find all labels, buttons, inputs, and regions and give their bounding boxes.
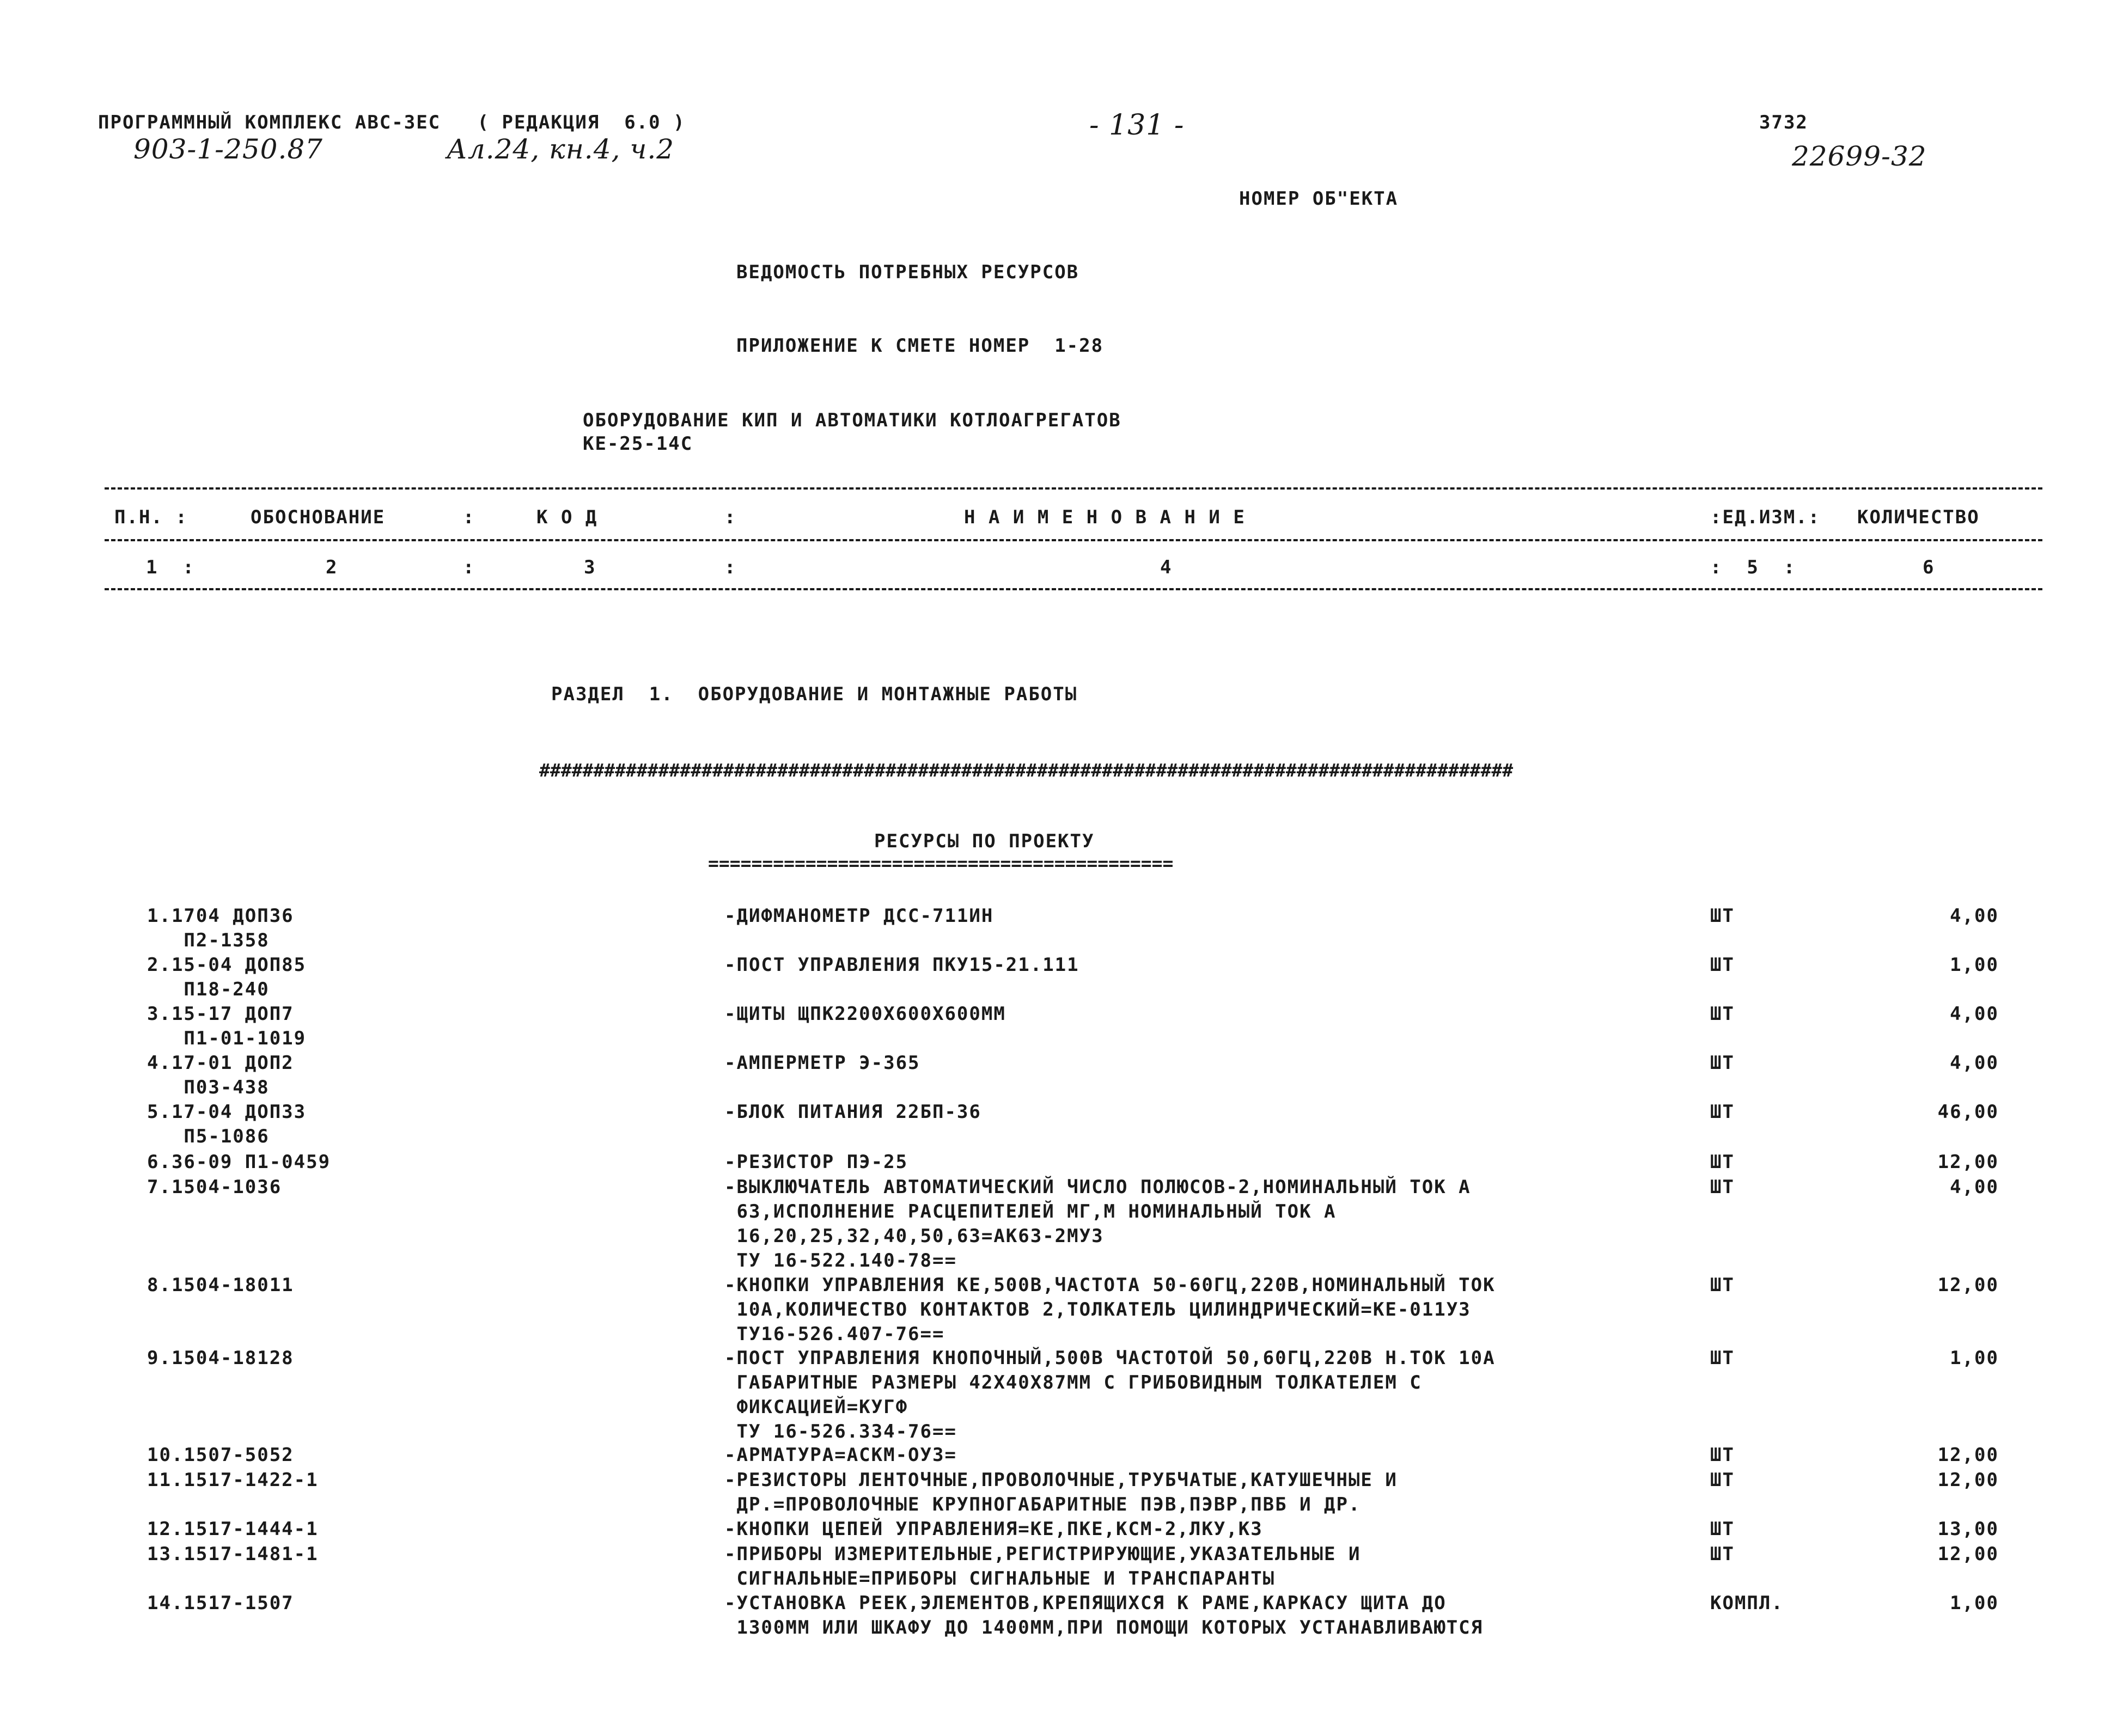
document-title: ВЕДОМОСТЬ ПОТРЕБНЫХ РЕСУРСОВ	[736, 261, 1079, 283]
row-unit: ШТ	[1710, 1347, 1735, 1369]
row-name-line: -АМПЕРМЕТР Э-365	[724, 1052, 920, 1074]
section-title: РАЗДЕЛ 1. ОБОРУДОВАНИЕ И МОНТАЖНЫЕ РАБОТЫ	[551, 683, 1078, 705]
row-name	[724, 1517, 1263, 1542]
resources-underline: ===========================================	[708, 853, 1174, 874]
row-unit: ШТ	[1710, 1469, 1735, 1491]
resources-subtitle: РЕСУРСЫ ПО ПРОЕКТУ	[874, 830, 1095, 852]
equipment-title: ОБОРУДОВАНИЕ КИП И АВТОМАТИКИ КОТЛОАГРЕГАТОВ	[583, 409, 1121, 431]
col-header-basis: ОБОСНОВАНИЕ	[251, 506, 386, 528]
row-quantity: 46,00	[1937, 1101, 1999, 1123]
row-name	[724, 1150, 908, 1175]
col-sep: :	[724, 506, 737, 528]
row-name-line: -КНОПКИ УПРАВЛЕНИЯ КЕ,500В,ЧАСТОТА 50-60ГЦ,220В,НОМИНАЛЬНЫЙ ТОК	[724, 1274, 1496, 1296]
col-sep: :	[724, 557, 737, 578]
row-name-line: СИГНАЛЬНЫЕ=ПРИБОРЫ СИГНАЛЬНЫЕ И ТРАНСПАРАНТЫ	[724, 1568, 1276, 1590]
row-basis	[147, 904, 294, 953]
row-quantity: 12,00	[1937, 1274, 1999, 1296]
col-sep: :	[463, 506, 475, 528]
row-unit: ШТ	[1710, 1101, 1735, 1123]
col-num-6: 6	[1923, 557, 1935, 578]
row-quantity: 1,00	[1950, 1592, 1999, 1614]
row-unit: ШТ	[1710, 1176, 1735, 1198]
row-basis	[147, 1175, 282, 1200]
row-unit: ШТ	[1710, 1518, 1735, 1540]
row-name-line: ТУ 16-522.140-78==	[724, 1250, 957, 1272]
row-name	[724, 1100, 981, 1124]
header-rule-bottom	[105, 588, 2042, 590]
col-header-qty: КОЛИЧЕСТВО	[1857, 506, 1980, 528]
row-name	[724, 1175, 1471, 1273]
row-name-line: -ПРИБОРЫ ИЗМЕРИТЕЛЬНЫЕ,РЕГИСТРИРУЮЩИЕ,УКАЗАТЕЛЬНЫЕ И	[724, 1543, 1361, 1565]
row-basis-line: 10.1507-5052	[147, 1444, 294, 1466]
code-top: 3732	[1759, 112, 1808, 133]
row-basis	[147, 1273, 294, 1298]
row-basis-line: П2-1358	[147, 930, 270, 951]
row-unit: ШТ	[1710, 1003, 1735, 1025]
row-basis	[147, 1100, 306, 1149]
col-header-code: К О Д	[536, 506, 598, 528]
row-basis-line: 12.1517-1444-1	[147, 1518, 319, 1540]
row-name	[724, 1002, 1006, 1026]
handwritten-album-ref: Ал.24, кн.4, ч.2	[447, 133, 675, 165]
row-name-line: -ВЫКЛЮЧАТЕЛЬ АВТОМАТИЧЕСКИЙ ЧИСЛО ПОЛЮСОВ-2,НОМИНАЛЬНЫЙ ТОК А	[724, 1176, 1471, 1198]
row-basis	[147, 1051, 294, 1100]
row-unit: ШТ	[1710, 1543, 1735, 1565]
row-basis	[147, 1542, 319, 1567]
row-quantity: 13,00	[1937, 1518, 1999, 1540]
row-name-line: -ПОСТ УПРАВЛЕНИЯ ПКУ15-21.111	[724, 954, 1079, 976]
page-number: - 131 -	[1089, 109, 1185, 142]
row-name-line: 63,ИСПОЛНЕНИЕ РАСЦЕПИТЕЛЕЙ МГ,М НОМИНАЛЬНЫЙ ТОК А	[724, 1201, 1337, 1222]
estimate-attachment: ПРИЛОЖЕНИЕ К СМЕТЕ НОМЕР 1-28	[736, 335, 1104, 357]
section-hash-rule: ##########################################################################################	[539, 760, 1514, 781]
row-unit: ШТ	[1710, 1274, 1735, 1296]
row-basis	[147, 1346, 294, 1371]
row-unit: ШТ	[1710, 1151, 1735, 1173]
row-name-line: ТУ 16-526.334-76==	[724, 1421, 957, 1442]
row-name-line: -БЛОК ПИТАНИЯ 22БП-36	[724, 1101, 981, 1123]
row-name-line: 16,20,25,32,40,50,63=АК63-2МУ3	[724, 1225, 1104, 1247]
row-name-line: -УСТАНОВКА РЕЕК,ЭЛЕМЕНТОВ,КРЕПЯЩИХСЯ К РАМЕ,КАРКАСУ ЩИТА ДО	[724, 1592, 1447, 1614]
row-name	[724, 953, 1079, 977]
row-basis-line: П03-438	[147, 1077, 270, 1098]
program-header: ПРОГРАММНЫЙ КОМПЛЕКС АВС-3ЕС ( РЕДАКЦИЯ 6.0 )	[98, 112, 686, 133]
col-num-4: 4	[1160, 557, 1173, 578]
row-unit: ШТ	[1710, 1444, 1735, 1466]
col-num-1: 1 :	[146, 557, 195, 578]
row-name	[724, 1051, 920, 1075]
row-unit: ШТ	[1710, 1052, 1735, 1074]
row-quantity: 4,00	[1950, 1176, 1999, 1198]
col-sep: :	[463, 557, 475, 578]
col-num-3: 3	[584, 557, 596, 578]
row-name-line: 10А,КОЛИЧЕСТВО КОНТАКТОВ 2,ТОЛКАТЕЛЬ ЦИЛИНДРИЧЕСКИЙ=КЕ-011У3	[724, 1299, 1471, 1321]
row-basis-line: 6.36-09 П1-0459	[147, 1151, 331, 1173]
row-basis-line: 14.1517-1507	[147, 1592, 294, 1614]
row-basis-line: 1.1704 ДОП36	[147, 905, 294, 927]
row-basis-line: 3.15-17 ДОП7	[147, 1003, 294, 1025]
row-basis	[147, 1468, 319, 1493]
row-name-line: -КНОПКИ ЦЕПЕЙ УПРАВЛЕНИЯ=КЕ,ПКЕ,КСМ-2,ЛКУ,К3	[724, 1518, 1263, 1540]
row-basis-line: 9.1504-18128	[147, 1347, 294, 1369]
row-name-line: -АРМАТУРА=АСКМ-ОУ3=	[724, 1444, 957, 1466]
row-name-line: -РЕЗИСТОР ПЭ-25	[724, 1151, 908, 1173]
row-name	[724, 1443, 957, 1468]
col-header-pn: П.Н. :	[114, 506, 188, 528]
row-basis	[147, 953, 306, 1002]
row-basis-line: П5-1086	[147, 1126, 270, 1147]
row-unit: ШТ	[1710, 905, 1735, 927]
row-name-line: ФИКСАЦИЕЙ=КУГФ	[724, 1396, 908, 1418]
header-rule-mid	[105, 539, 2042, 541]
row-basis-line: П18-240	[147, 979, 270, 1000]
row-unit: КОМПЛ.	[1710, 1592, 1784, 1614]
row-basis-line: 7.1504-1036	[147, 1176, 282, 1198]
row-basis	[147, 1517, 319, 1542]
row-name	[724, 1346, 1496, 1444]
row-basis-line: 5.17-04 ДОП33	[147, 1101, 307, 1123]
row-quantity: 1,00	[1950, 1347, 1999, 1369]
row-name-line: -ЩИТЫ ЩПК2200Х600Х600ММ	[724, 1003, 1006, 1025]
row-name-line: -РЕЗИСТОРЫ ЛЕНТОЧНЫЕ,ПРОВОЛОЧНЫЕ,ТРУБЧАТЫЕ,КАТУШЕЧНЫЕ И	[724, 1469, 1398, 1491]
row-quantity: 12,00	[1937, 1543, 1999, 1565]
col-header-unit: :ЕД.ИЗМ.:	[1710, 506, 1821, 528]
row-quantity: 1,00	[1950, 954, 1999, 976]
row-name	[724, 904, 993, 928]
row-name	[724, 1591, 1483, 1640]
handwritten-project-code: 903-1-250.87	[133, 133, 323, 165]
row-name	[724, 1542, 1361, 1591]
row-quantity: 12,00	[1937, 1151, 1999, 1173]
row-basis-line: 8.1504-18011	[147, 1274, 294, 1296]
handwritten-doc-number: 22699-32	[1792, 140, 1927, 172]
col-header-name: Н А И М Е Н О В А Н И Е	[964, 506, 1246, 528]
object-number-label: НОМЕР ОБ"ЕКТА	[1239, 188, 1399, 210]
row-quantity: 12,00	[1937, 1469, 1999, 1491]
row-basis-line: П1-01-1019	[147, 1028, 307, 1049]
equipment-model: КЕ-25-14С	[583, 433, 693, 455]
row-basis-line: 13.1517-1481-1	[147, 1543, 319, 1565]
row-name-line: ГАБАРИТНЫЕ РАЗМЕРЫ 42Х40Х87ММ С ГРИБОВИДНЫМ ТОЛКАТЕЛЕМ С	[724, 1372, 1422, 1393]
row-basis	[147, 1443, 294, 1468]
row-basis-line: 2.15-04 ДОП85	[147, 954, 307, 976]
row-name-line: 1300ММ ИЛИ ШКАФУ ДО 1400ММ,ПРИ ПОМОЩИ КОТОРЫХ УСТАНАВЛИВАЮТСЯ	[724, 1617, 1484, 1639]
row-quantity: 4,00	[1950, 1003, 1999, 1025]
col-num-2: 2	[326, 557, 338, 578]
row-quantity: 12,00	[1937, 1444, 1999, 1466]
row-quantity: 4,00	[1950, 905, 1999, 927]
row-basis-line: 11.1517-1422-1	[147, 1469, 319, 1491]
header-rule-top	[105, 487, 2042, 490]
col-num-5: : 5 :	[1710, 557, 1796, 578]
row-name-line: ТУ16-526.407-76==	[724, 1323, 945, 1345]
row-name	[724, 1468, 1398, 1517]
row-name	[724, 1273, 1496, 1347]
row-name-line: -ДИФМАНОМЕТР ДСС-711ИН	[724, 905, 994, 927]
row-unit: ШТ	[1710, 954, 1735, 976]
row-name-line: ДР.=ПРОВОЛОЧНЫЕ КРУПНОГАБАРИТНЫЕ ПЭВ,ПЭВР,ПВБ И ДР.	[724, 1494, 1361, 1515]
row-basis	[147, 1150, 331, 1175]
row-basis	[147, 1591, 294, 1616]
row-quantity: 4,00	[1950, 1052, 1999, 1074]
row-basis-line: 4.17-01 ДОП2	[147, 1052, 294, 1074]
row-name-line: -ПОСТ УПРАВЛЕНИЯ КНОПОЧНЫЙ,500В ЧАСТОТОЙ 50,60ГЦ,220В Н.ТОК 10А	[724, 1347, 1496, 1369]
row-basis	[147, 1002, 306, 1051]
